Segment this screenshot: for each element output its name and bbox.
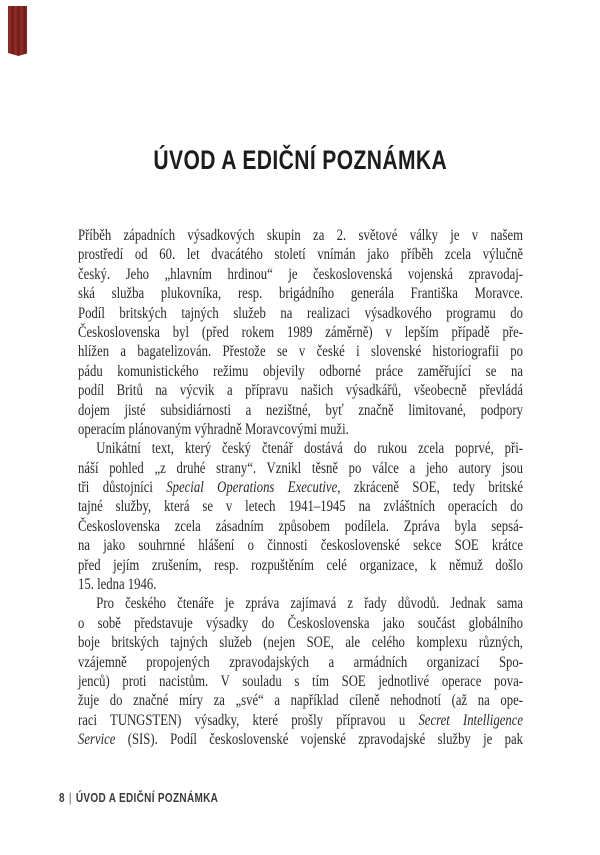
text-run: o sobě představuje výsadky do Československa jako součást globálního <box>78 614 523 632</box>
text-line <box>78 420 523 439</box>
footer-separator: | <box>68 791 72 805</box>
text-run: žuje do značné míry za „své“ a například cíleně nehodnotí (až na ope- <box>78 692 523 710</box>
text-run-italic: Service <box>78 731 116 749</box>
text-line <box>78 556 523 575</box>
text-line <box>78 536 523 555</box>
text-run: 15. ledna 1946. <box>78 576 157 594</box>
text-run: vzájemně propojených zpravodajských a armádních organizací Spo- <box>78 653 523 671</box>
text-line <box>78 672 523 691</box>
text-run: dojem jisté subsidiárnosti a nezištné, byť značně limitované, podpory <box>78 401 523 419</box>
page-footer <box>59 791 218 805</box>
text-line <box>78 284 523 303</box>
text-run: boje britských tajných služeb (nejen SOE, ale celého komplexu různých, <box>78 634 523 652</box>
text-run: , zkráceně SOE, tedy britské <box>337 479 523 497</box>
text-line <box>78 633 523 652</box>
text-run: Příběh západních výsadkových skupin za 2. světové války je v našem <box>78 227 523 244</box>
footer-chapter-title: ÚVOD A EDIČNÍ POZNÁMKA <box>75 791 219 805</box>
footer-page-number: 8 <box>59 791 65 805</box>
text-line <box>78 575 523 594</box>
text-run: Unikátní text, který český čtenář dostává do rukou zcela poprvé, při- <box>96 440 523 458</box>
text-run: (SIS). Podíl československé vojenské zpravodajské služby je pak <box>115 731 523 749</box>
text-line <box>78 711 523 730</box>
text-line <box>78 594 523 613</box>
text-run: Československa byl (před rokem 1989 záměrně) v lepším případě pře- <box>78 323 523 341</box>
text-run: ská služba plukovníka, resp. brigádního generála Františka Moravce. <box>78 285 523 303</box>
text-run: prostředí od 60. let dvacátého století vnímán jako příběh zcela výlučně <box>78 246 523 264</box>
text-line <box>78 401 523 420</box>
text-line <box>78 323 523 342</box>
text-line <box>78 439 523 458</box>
text-line <box>78 459 523 478</box>
text-run: hlížen a bagatelizován. Přestože se v české i slovenské historiografii po <box>78 343 523 361</box>
text-run: raci TUNGSTEN) výsadky, které prošly přípravou u <box>78 711 419 729</box>
text-line <box>78 478 523 497</box>
text-line <box>78 226 523 245</box>
text-line <box>78 342 523 361</box>
text-run: na jako souhrnné hlášení o činnosti československé sekce SOE krátce <box>78 537 523 555</box>
text-run: jenců) proti nacistům. V souladu s tím SOE jednotlivé operace pova- <box>78 672 523 690</box>
page-title: ÚVOD A EDIČNÍ POZNÁMKA <box>153 145 447 175</box>
text-line <box>78 362 523 381</box>
text-line <box>78 730 523 749</box>
text-run: Podíl britských tajných služeb na realizaci výsadkového programu do <box>78 304 523 322</box>
text-run: pádu komunistického režimu objevily odborné práce zaměřující se na <box>78 362 523 380</box>
text-line <box>78 691 523 710</box>
text-run: Československa zcela zásadním způsobem podílela. Zpráva byla sepsá- <box>78 517 523 535</box>
text-line <box>78 517 523 536</box>
text-line <box>78 381 523 400</box>
text-line <box>78 245 523 264</box>
bookmark-ribbon-icon <box>8 6 27 56</box>
text-run-italic: Secret Intelligence <box>418 711 523 729</box>
text-run: tři důstojníci <box>78 479 167 497</box>
text-run-italic: Special Operations Executive <box>166 479 338 497</box>
text-run: tajné služby, která se v letech 1941–1945 na zvláštních operacích do <box>78 498 523 516</box>
text-run: operacím plánovaným výhradně Moravcovými muži. <box>78 420 349 438</box>
title-row <box>0 145 600 176</box>
body-text <box>78 226 523 750</box>
text-run: podíl Britů na výcvik a přípravu našich výsadkářů, všeobecně převládá <box>78 382 523 400</box>
text-run: náší pohled „z druhé strany“. Vznikl těsně po válce a jeho autory jsou <box>78 459 523 477</box>
text-line <box>78 304 523 323</box>
text-line <box>78 614 523 633</box>
text-line <box>78 497 523 516</box>
text-run: český. Jeho „hlavním hrdinou“ je československá vojenská zpravodaj- <box>78 265 523 283</box>
text-line <box>78 653 523 672</box>
text-line <box>78 265 523 284</box>
text-run: Pro českého čtenáře je zpráva zajímavá z řady důvodů. Jednak sama <box>96 595 523 613</box>
text-run: před jejím zrušením, resp. rozpuštěním celé organizace, k němuž došlo <box>78 556 523 574</box>
